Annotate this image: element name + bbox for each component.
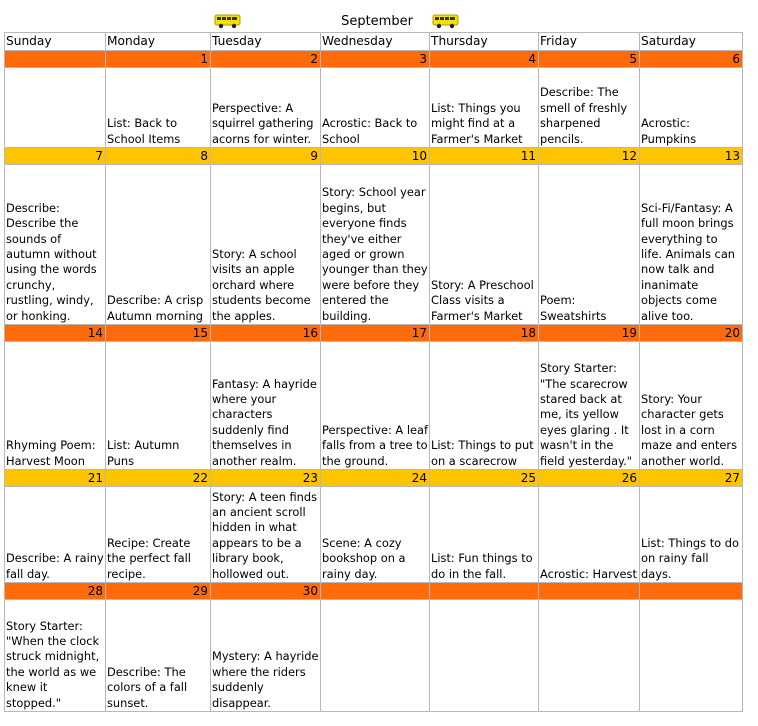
date-number: 28	[5, 583, 106, 600]
date-number: 2	[211, 51, 321, 68]
weekday-monday: Monday	[106, 33, 211, 51]
prompt-row	[5, 487, 743, 583]
date-number: 6	[640, 51, 743, 68]
date-number: 10	[321, 148, 430, 165]
prompt-cell: Story: School year begins, but everyone finds they've either aged or grown younger than they were before they entered the building.	[321, 165, 430, 325]
date-row	[5, 325, 743, 342]
prompt-cell: Acrostic: Back to School	[321, 68, 430, 148]
prompt-cell: List: Autumn Puns	[106, 342, 211, 470]
date-number: 15	[106, 325, 211, 342]
date-number: 11	[430, 148, 539, 165]
prompt-row	[5, 600, 743, 712]
date-number: 5	[539, 51, 640, 68]
weekday-tuesday: Tuesday	[211, 33, 321, 51]
date-number: 17	[321, 325, 430, 342]
date-number: 14	[5, 325, 106, 342]
date-number: 7	[5, 148, 106, 165]
date-number: 25	[430, 470, 539, 487]
weekday-thursday: Thursday	[430, 33, 539, 51]
date-row	[5, 148, 743, 165]
school-bus-icon	[432, 13, 460, 29]
date-number: 22	[106, 470, 211, 487]
prompt-cell: Perspective: A squirrel gathering acorns for winter.	[211, 68, 321, 148]
date-number: 24	[321, 470, 430, 487]
date-number: 9	[211, 148, 321, 165]
date-row	[5, 51, 743, 68]
prompt-cell	[640, 600, 743, 712]
date-number: 20	[640, 325, 743, 342]
prompt-cell	[430, 600, 539, 712]
date-number: 12	[539, 148, 640, 165]
date-number: 26	[539, 470, 640, 487]
date-number: 16	[211, 325, 321, 342]
prompt-cell: List: Back to School Items	[106, 68, 211, 148]
prompt-cell: Scene: A cozy bookshop on a rainy day.	[321, 487, 430, 583]
weekday-header-row	[5, 33, 743, 51]
prompt-cell	[5, 68, 106, 148]
prompt-cell: Recipe: Create the perfect fall recipe.	[106, 487, 211, 583]
prompt-cell	[539, 600, 640, 712]
date-number: 1	[106, 51, 211, 68]
prompt-cell: Rhyming Poem: Harvest Moon	[5, 342, 106, 470]
date-number	[430, 583, 539, 600]
weekday-wednesday: Wednesday	[321, 33, 430, 51]
prompt-cell: Mystery: A hayride where the riders suddenly disappear.	[211, 600, 321, 712]
prompt-cell: Fantasy: A hayride where your characters suddenly find themselves in another realm.	[211, 342, 321, 470]
date-number	[5, 51, 106, 68]
date-number: 21	[5, 470, 106, 487]
prompt-cell: List: Things to put on a scarecrow	[430, 342, 539, 470]
prompt-cell: Describe: Describe the sounds of autumn without using the words crunchy, rustling, windy, or honking.	[5, 165, 106, 325]
prompt-cell: Sci-Fi/Fantasy: A full moon brings everything to life. Animals can now talk and inanimate objects come alive too.	[640, 165, 743, 325]
date-number: 19	[539, 325, 640, 342]
date-number: 27	[640, 470, 743, 487]
prompt-cell: Perspective: A leaf falls from a tree to the ground.	[321, 342, 430, 470]
weekday-friday: Friday	[539, 33, 640, 51]
prompt-cell: Describe: The smell of freshly sharpened pencils.	[539, 68, 640, 148]
date-number: 30	[211, 583, 321, 600]
prompt-cell: Poem: Sweatshirts	[539, 165, 640, 325]
prompt-cell: List: Things you might find at a Farmer's Market	[430, 68, 539, 148]
prompt-cell: Describe: A rainy fall day.	[5, 487, 106, 583]
prompt-cell	[321, 600, 430, 712]
date-number	[640, 583, 743, 600]
date-number	[539, 583, 640, 600]
school-bus-icon	[214, 13, 242, 29]
prompt-cell: Story Starter: "When the clock struck midnight, the world as we knew it stopped."	[5, 600, 106, 712]
date-number: 4	[430, 51, 539, 68]
prompt-cell: List: Things to do on rainy fall days.	[640, 487, 743, 583]
prompt-row	[5, 165, 743, 325]
calendar-grid	[4, 32, 743, 712]
weekday-saturday: Saturday	[640, 33, 743, 51]
prompt-cell: Story: A teen finds an ancient scroll hidden in what appears to be a library book, hollowed out.	[211, 487, 321, 583]
date-number	[321, 583, 430, 600]
weekday-sunday: Sunday	[5, 33, 106, 51]
prompt-cell: Story: Your character gets lost in a corn maze and enters another world.	[640, 342, 743, 470]
prompt-row	[5, 68, 743, 148]
date-number: 29	[106, 583, 211, 600]
date-row	[5, 470, 743, 487]
prompt-cell: Story: A Preschool Class visits a Farmer's Market	[430, 165, 539, 325]
date-number: 23	[211, 470, 321, 487]
date-number: 13	[640, 148, 743, 165]
prompt-cell: List: Fun things to do in the fall.	[430, 487, 539, 583]
date-number: 3	[321, 51, 430, 68]
month-title: September	[341, 14, 413, 29]
prompt-cell: Story: A school visits an apple orchard where students become the apples.	[211, 165, 321, 325]
title-row	[4, 12, 742, 32]
prompt-cell: Acrostic: Harvest	[539, 487, 640, 583]
prompt-row	[5, 342, 743, 470]
date-number: 8	[106, 148, 211, 165]
prompt-cell: Describe: The colors of a fall sunset.	[106, 600, 211, 712]
date-row	[5, 583, 743, 600]
prompt-cell: Story Starter: "The scarecrow stared back at me, its yellow eyes glaring . It wasn't in the field yesterday."	[539, 342, 640, 470]
prompt-cell: Acrostic: Pumpkins	[640, 68, 743, 148]
prompt-cell: Describe: A crisp Autumn morning	[106, 165, 211, 325]
date-number: 18	[430, 325, 539, 342]
